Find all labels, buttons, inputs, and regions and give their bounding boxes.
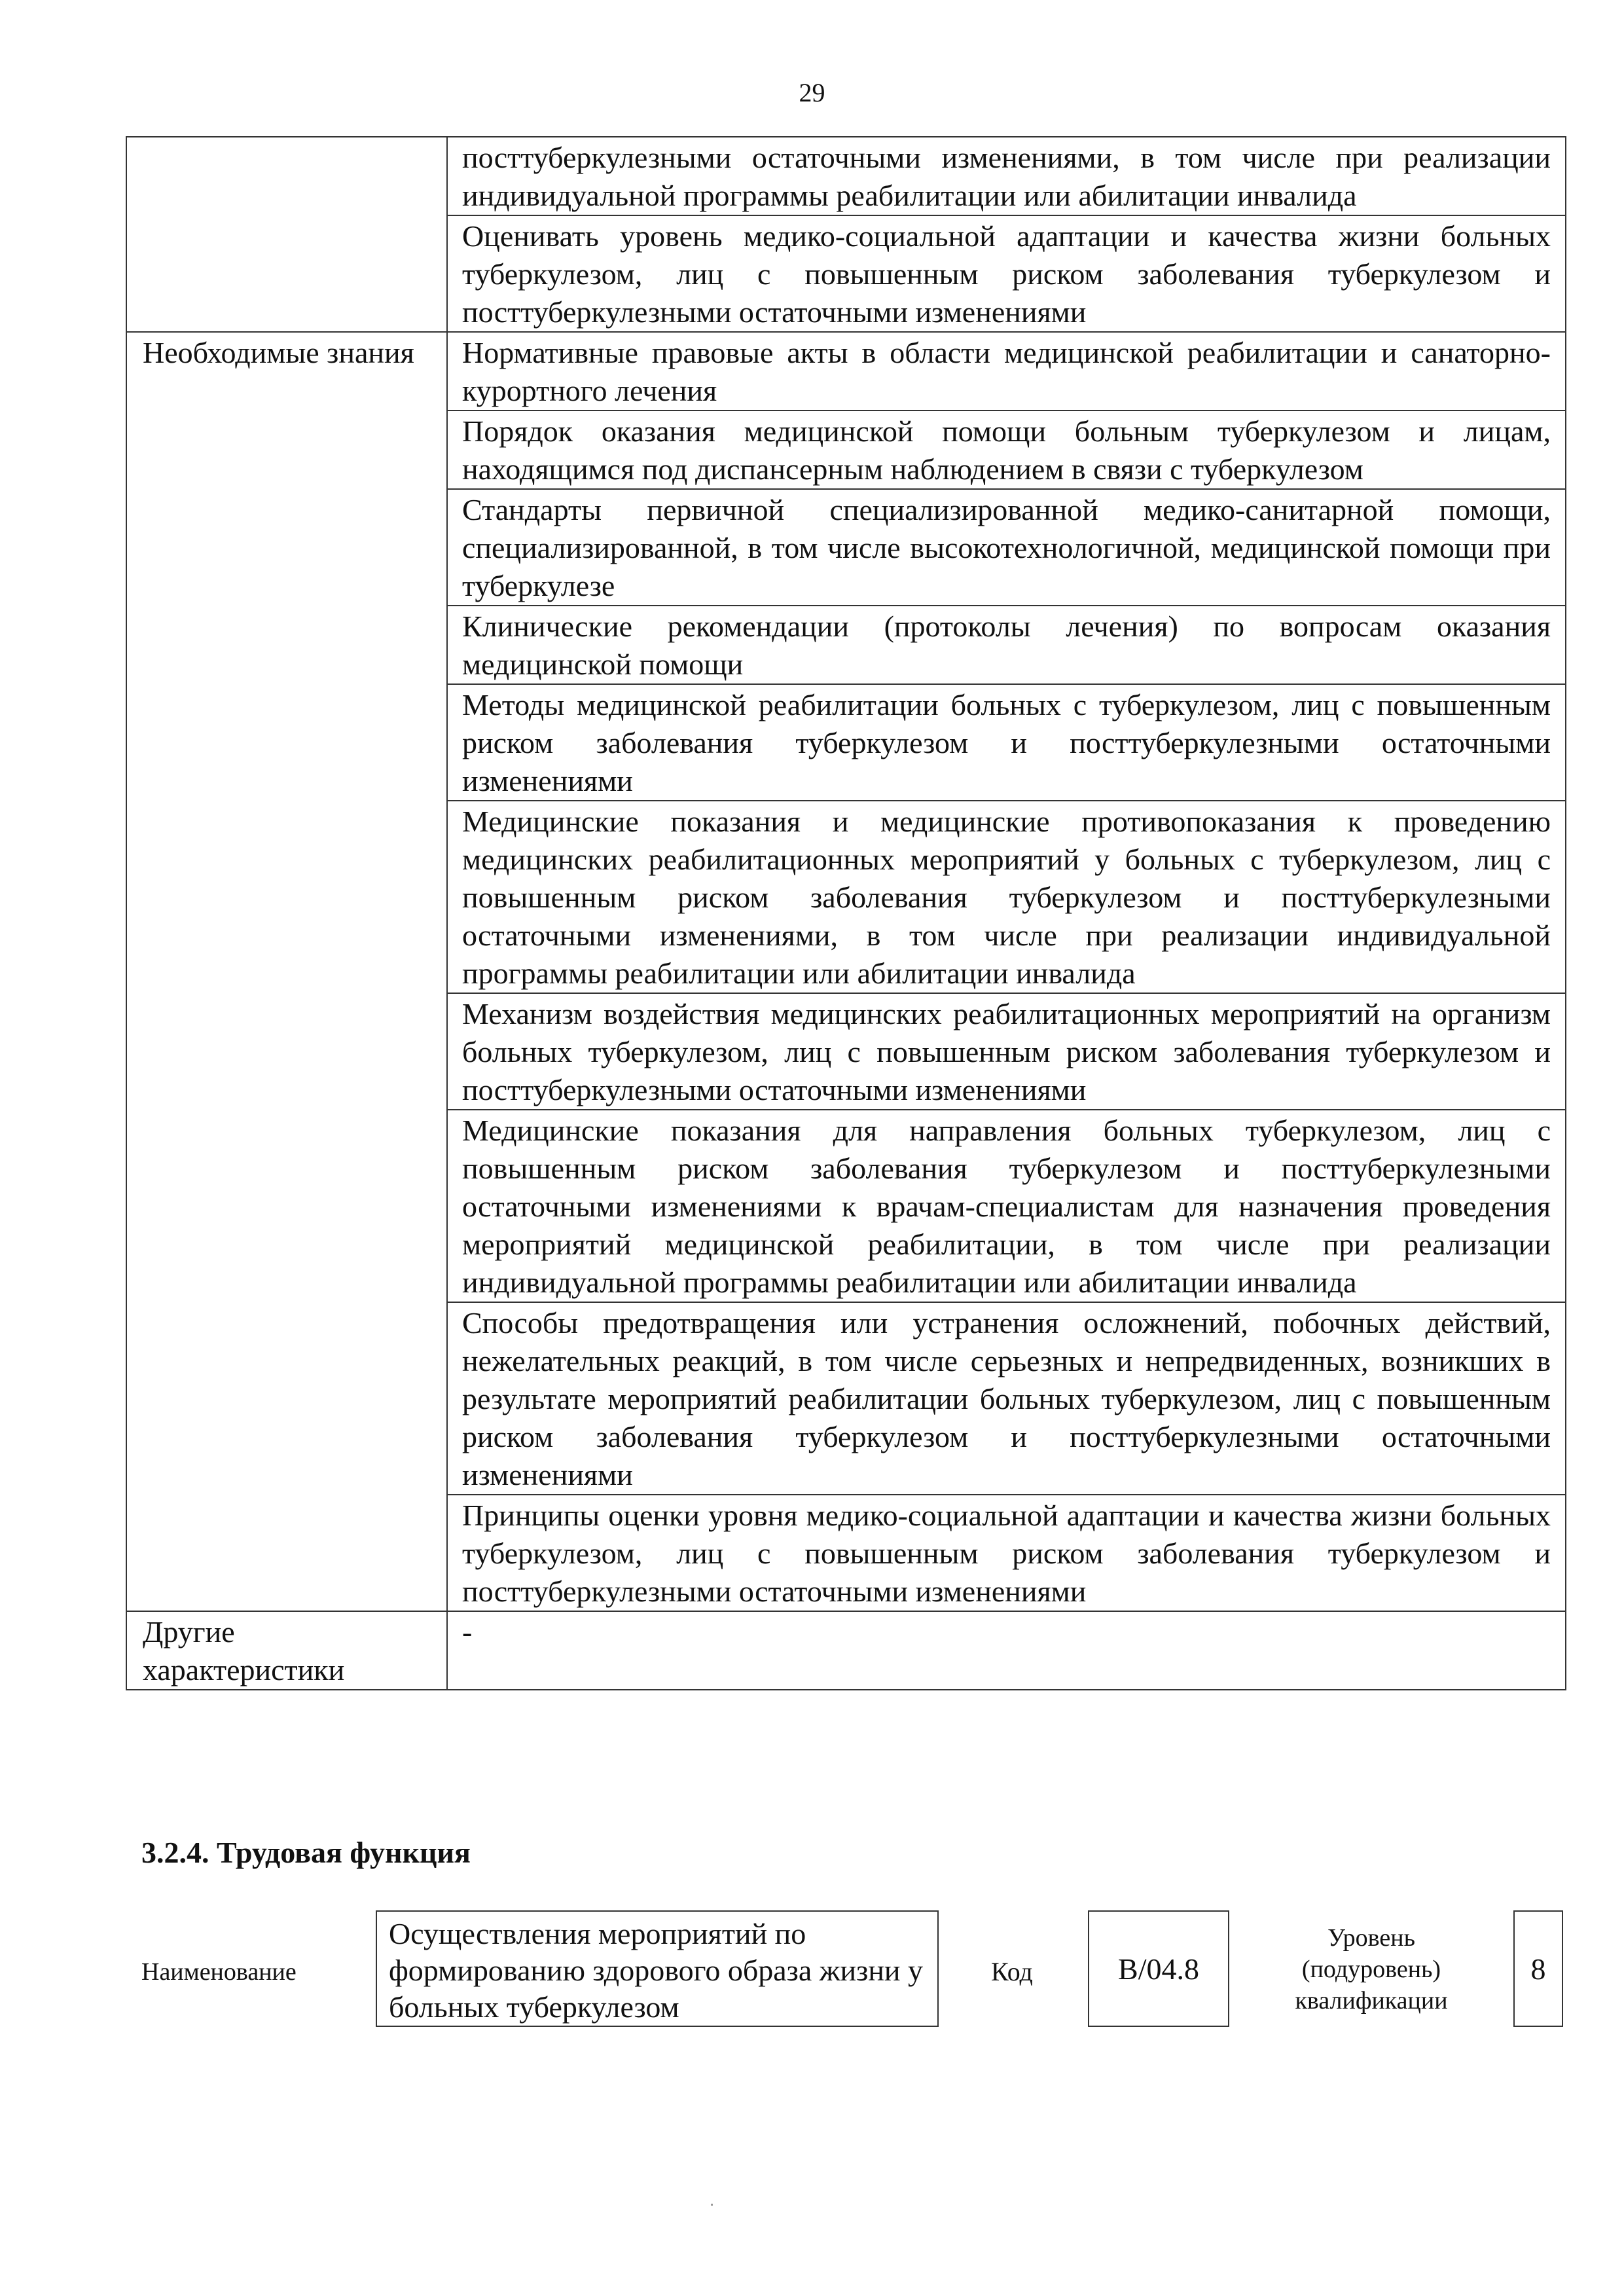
row-label-continuation: [126, 137, 447, 332]
table-cell: посттуберкулезными остаточными изменениями, в том числе при реализации индивидуальной программы реабилитации или абилитации инвалида: [447, 137, 1566, 215]
table-cell: Порядок оказания медицинской помощи больным туберкулезом и лицам, находящимся под диспансерным наблюдением в связи с туберкулезом: [447, 410, 1566, 489]
labor-function-requirements-table: [126, 136, 1566, 1690]
row-label-other-characteristics: Другие характеристики: [126, 1611, 447, 1690]
table-cell: Нормативные правовые акты в области медицинской реабилитации и санаторно-курортного лечения: [447, 332, 1566, 410]
page-number: 29: [799, 78, 825, 107]
table-row: [126, 332, 1566, 410]
table-cell: Методы медицинской реабилитации больных с туберкулезом, лиц с повышенным риском заболевания туберкулезом и посттуберкулезными остаточными изменениями: [447, 684, 1566, 801]
name-label: Наименование: [141, 1958, 297, 1986]
table-cell: -: [447, 1611, 1566, 1690]
qualification-level-field: 8: [1513, 1910, 1563, 2027]
code-label: Код: [991, 1957, 1033, 1986]
table-cell: Способы предотвращения или устранения осложнений, побочных действий, нежелательных реакций, в том числе серьезных и непредвиденных, возникших в результате мероприятий реабилитации больных туберкулезом, лиц с повышенным риском заболевания туберкулезом и посттуберкулезными остаточными изменениями: [447, 1302, 1566, 1495]
table-cell: Механизм воздействия медицинских реабилитационных мероприятий на организм больных туберкулезом, лиц с повышенным риском заболевания туберкулезом и посттуберкулезными остаточными изменениями: [447, 993, 1566, 1110]
table-cell: Принципы оценки уровня медико-социальной адаптации и качества жизни больных туберкулезом, лиц с повышенным риском заболевания туберкулезом и посттуберкулезными остаточными изменениями: [447, 1495, 1566, 1611]
table-cell: Клинические рекомендации (протоколы лечения) по вопросам оказания медицинской помощи: [447, 606, 1566, 684]
table-cell: Медицинские показания для направления больных туберкулезом, лиц с повышенным риском заболевания туберкулезом и посттуберкулезными остаточными изменениями к врачам-специалистам для назначения проведения мероприятий медицинской реабилитации, в том числе при реализации индивидуальной программы реабилитации или абилитации инвалида: [447, 1110, 1566, 1302]
section-heading: 3.2.4. Трудовая функция: [141, 1836, 471, 1869]
table-row: [126, 137, 1566, 215]
table-cell: Оценивать уровень медико-социальной адаптации и качества жизни больных туберкулезом, лиц с повышенным риском заболевания туберкулезом и посттуберкулезными остаточными изменениями: [447, 215, 1566, 332]
function-code-field: B/04.8: [1088, 1910, 1229, 2027]
qualification-level-label: Уровень (подуровень) квалификации: [1295, 1924, 1448, 2014]
scan-artifact-dot: [711, 2204, 713, 2206]
row-label-required-knowledge: Необходимые знания: [126, 332, 447, 1611]
table-cell: Стандарты первичной специализированной медико-санитарной помощи, специализированной, в том числе высокотехнологичной, медицинской помощи при туберкулезе: [447, 489, 1566, 606]
table-row: [126, 1611, 1566, 1690]
function-name-field: Осуществления мероприятий по формированию здорового образа жизни у больных туберкулезом: [376, 1910, 939, 2027]
table-cell: Медицинские показания и медицинские противопоказания к проведению медицинских реабилитационных мероприятий у больных с туберкулезом, лиц с повышенным риском заболевания туберкулезом и посттуберкулезными остаточными изменениями, в том числе при реализации индивидуальной программы реабилитации или абилитации инвалида: [447, 801, 1566, 993]
